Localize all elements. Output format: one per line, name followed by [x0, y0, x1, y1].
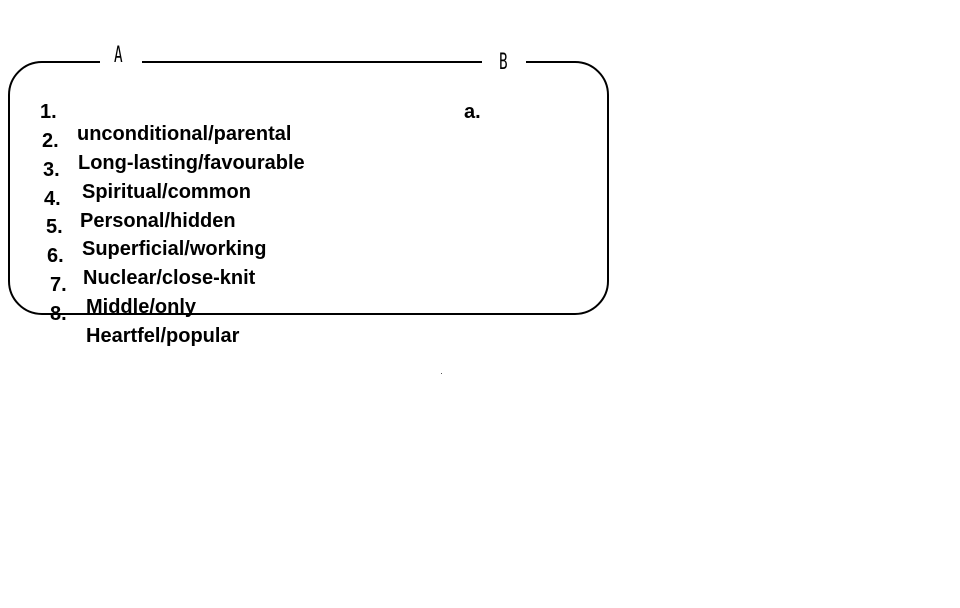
item-text: Nuclear/close-knit [83, 267, 256, 289]
item-number: 6. [47, 245, 64, 267]
column-b-label: B [499, 50, 508, 75]
item-number: 5. [46, 216, 63, 238]
item-text: Superficial/working [82, 238, 267, 260]
item-number: 8. [50, 303, 67, 325]
item-text: Spiritual/common [82, 181, 251, 203]
item-text: Long-lasting/favourable [78, 152, 305, 174]
list-item [0, 281, 11, 325]
item-number: 3. [43, 159, 60, 181]
item-number: 4. [44, 188, 61, 210]
item-number: 1. [40, 101, 57, 123]
stray-dot [441, 373, 442, 374]
item-letter: a. [464, 101, 481, 123]
column-a-label: A [114, 43, 123, 68]
item-text: Middle/only [86, 296, 196, 318]
item-text: Personal/hidden [80, 210, 236, 232]
item-text: unconditional/parental [77, 123, 292, 145]
item-number: 7. [50, 274, 67, 296]
item-text: Heartfel/popular [86, 325, 240, 347]
item-number: 2. [42, 130, 59, 152]
